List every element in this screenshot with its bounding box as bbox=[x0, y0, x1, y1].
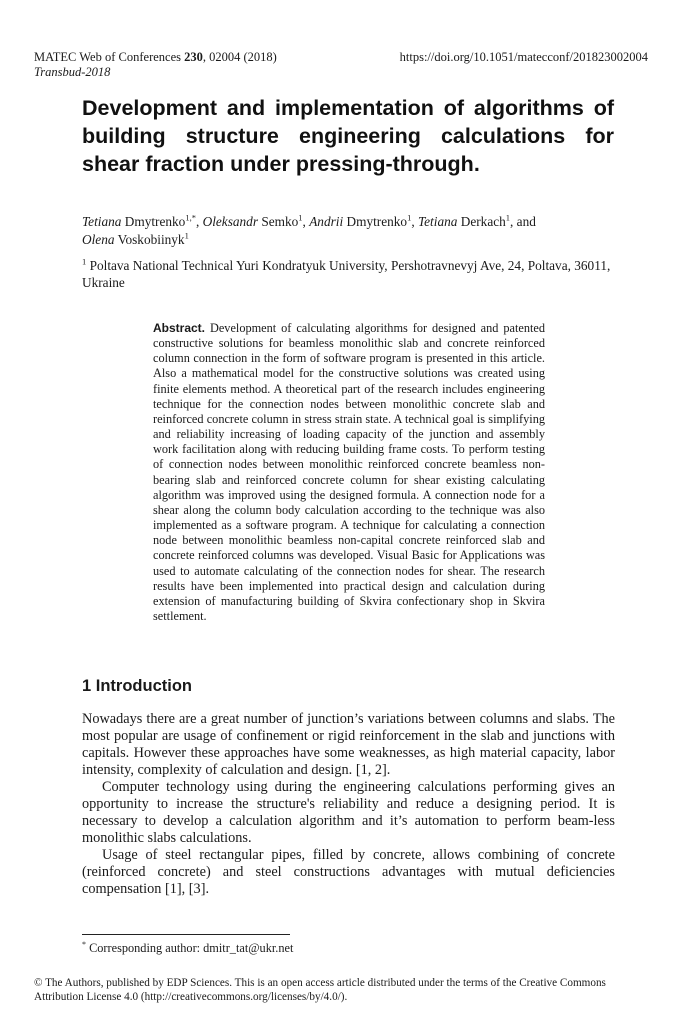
author-list: Tetiana Dmytrenko$^{1,*}$, Oleksandr Semko$^1$, Andrii Dmytrenko$^1$, Tetiana Derkach$^1$, and Olena Voskobiinyk$^1$ bbox=[82, 212, 536, 247]
event-name: Transbud-2018 bbox=[34, 65, 111, 79]
abstract-label: Abstract. bbox=[153, 321, 206, 335]
volume-number: 230 bbox=[184, 50, 203, 64]
section-heading: 1 Introduction bbox=[82, 677, 192, 695]
author-2: Oleksandr Semko$^1$ bbox=[202, 212, 303, 229]
paragraph: Nowadays there are a great number of junction’s variations between columns and slabs. The most popular are usage of confinement or rigid reinforcement in the slab and junctions with capitals. However these approaches have some weaknesses, as high material capacity, labor intensity, complexity of calculation and design. [1, 2]. bbox=[82, 711, 615, 778]
footnote: * Corresponding author: dmitr_tat@ukr.net bbox=[82, 939, 294, 955]
author-5: Olena Voskobiinyk$^1$ bbox=[82, 230, 189, 247]
author-3: Andrii Dmytrenko$^1$ bbox=[309, 212, 412, 229]
paper-title: Development and implementation of algorithms of building structure engineering calculations for shear fraction under pressing-through. bbox=[82, 96, 614, 176]
affiliation: $^1$ Poltava National Technical Yuri Kondratyuk University, Pershotravnevyj Ave, 24, Poltava, 36011, Ukraine bbox=[82, 256, 611, 290]
paragraph: Usage of steel rectangular pipes, filled by concrete, allows combining of concrete (reinforced concrete) and steel constructions advantages with mutual deficiencies compensation [1], [3]. bbox=[82, 847, 615, 897]
copyright-notice: © The Authors, published by EDP Sciences. This is an open access article distributed under the terms of the Creative Commons Attribution License 4.0 (http://creativecommons.org/licenses/by/4.0/). bbox=[34, 977, 606, 1003]
conference-citation: MATEC Web of Conferences 230, 02004 (2018) bbox=[34, 50, 277, 64]
paragraph: Computer technology using during the engineering calculations performing gives an opportunity to increase the structure's reliability and reduce a designing period. It is necessary to develop a calculation algorithm and it’s automation to perform beam-less monolithic slabs calculations. bbox=[82, 779, 615, 846]
running-header bbox=[34, 50, 648, 80]
doi-link[interactable]: https://doi.org/10.1051/matecconf/201823002004 bbox=[399, 50, 648, 64]
abstract bbox=[153, 321, 545, 624]
author-1: Tetiana Dmytrenko$^{1,*}$ bbox=[82, 212, 196, 229]
section-body bbox=[82, 711, 615, 898]
abstract-text: Development of calculating algorithms for designed and patented constructive solutions for beamless monolithic slab and concrete reinforced column connection in the form of software program is presented in this article. Also a mathematical model for the constructive solutions was created using finite elements method. A theoretical part of the research includes engineering technique for the connection nodes between monolithic concrete slab and reinforced concrete column in stress strain state. A technical goal is simplifying and reliability increasing of loading capacity of the junction and assembly work facilitation along with reducing building frame costs. To perform testing of connection nodes between monolithic reinforced concrete beamless non-bearing slab and reinforced concrete column for shear existing calculating algorithm was improved using the designed formula. A connection node for a shear along the column body calculation according to the technique was also implemented as a software program. A technique for calculating a connection node between monolithic beamless non-capital concrete reinforced slab and concrete reinforced columns was developed. Visual Basic for Applications was used to automate calculating of the connection nodes for shear. The research results have been implemented into practical design and calculation during extension of manufacturing building of Skvira confectionary shop in Skvira settlement. bbox=[153, 321, 545, 623]
footnote-divider bbox=[82, 934, 290, 935]
author-4: Tetiana Derkach$^1$ bbox=[417, 212, 511, 229]
